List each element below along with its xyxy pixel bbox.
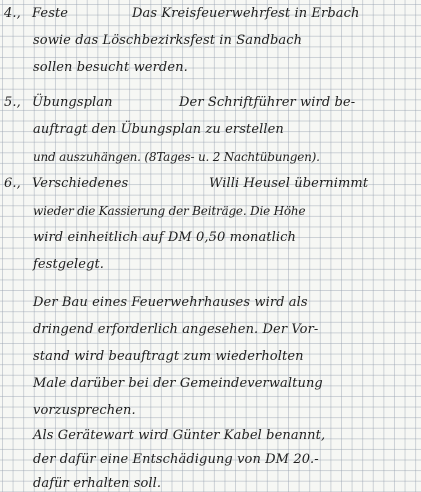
item-text-line: Als Gerätewart wird Günter Kabel benannt, (33, 428, 326, 443)
item-number: 5., (4, 95, 21, 110)
item-text-line: sowie das Löschbezirksfest in Sandbach (33, 33, 303, 48)
item-text-line: wird einheitlich auf DM 0,50 monatlich (33, 230, 297, 245)
item-text-line: der dafür eine Entschädigung von DM 20.- (33, 452, 319, 467)
item-text-line: festgelegt. (33, 257, 105, 272)
item-text-line: Der Schriftführer wird be- (179, 95, 356, 110)
item-number: 4., (4, 6, 21, 21)
item-text-line: dringend erforderlich angesehen. Der Vor- (33, 322, 319, 337)
item-text-line: dafür erhalten soll. (33, 476, 162, 491)
item-text-line: Male darüber bei der Gemeindeverwaltung (33, 376, 323, 391)
item-text-line: Das Kreisfeuerwehrfest in Erbach (132, 6, 360, 21)
item-text-line: Der Bau eines Feuerwehrhauses wird als (33, 295, 308, 310)
item-text-line: vorzusprechen. (33, 403, 136, 418)
item-text-line: auftragt den Übungsplan zu erstellen (33, 122, 284, 137)
item-heading: Übungsplan (32, 95, 113, 110)
item-number: 6., (4, 176, 21, 191)
item-text-line: wieder die Kassierung der Beiträge. Die Höhe (33, 204, 306, 218)
item-heading: Feste (32, 6, 69, 21)
item-text-line: Willi Heusel übernimmt (209, 176, 369, 191)
item-text-line: stand wird beauftragt zum wiederholten (33, 349, 304, 364)
item-text-line: sollen besucht werden. (33, 60, 188, 75)
item-text-line: und auszuhängen. (8Tages- u. 2 Nachtübungen). (33, 150, 320, 164)
item-heading: Verschiedenes (32, 176, 129, 191)
